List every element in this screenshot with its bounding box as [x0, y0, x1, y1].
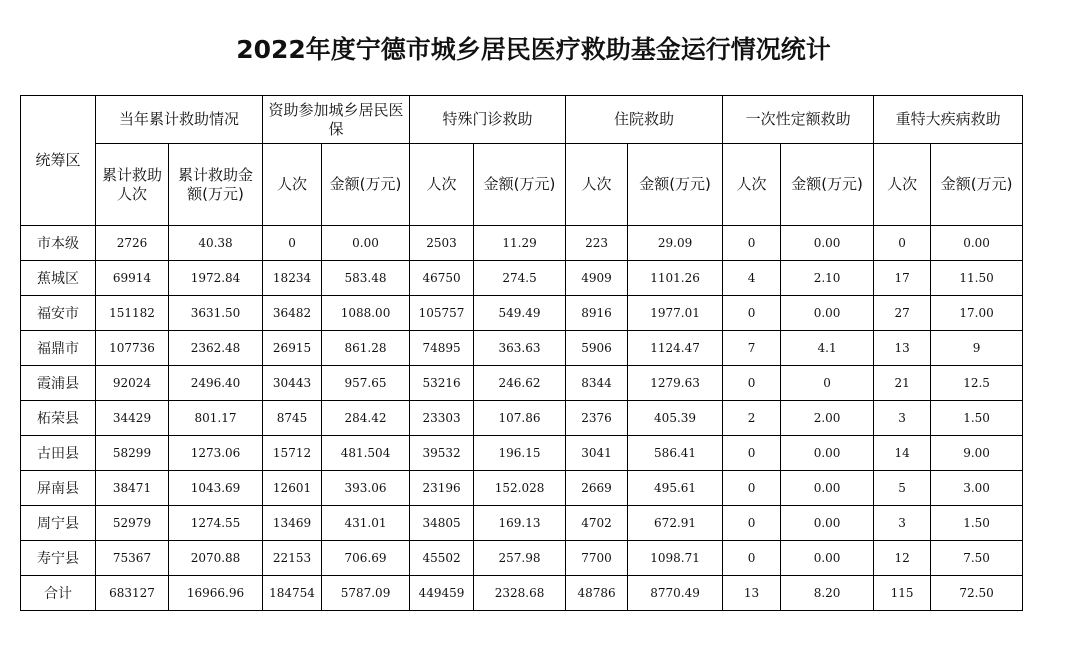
region-cell: 周宁县: [21, 506, 96, 541]
value-cell: 1043.69: [169, 471, 263, 506]
value-cell: 38471: [96, 471, 169, 506]
table-row: [21, 226, 1023, 261]
value-cell: 2726: [96, 226, 169, 261]
value-cell: 4909: [566, 261, 628, 296]
value-cell: 1098.71: [628, 541, 723, 576]
header-sub: 人次: [410, 144, 474, 226]
value-cell: 274.5: [474, 261, 566, 296]
value-cell: 1279.63: [628, 366, 723, 401]
value-cell: 8770.49: [628, 576, 723, 611]
header-sub: 人次: [874, 144, 931, 226]
value-cell: 801.17: [169, 401, 263, 436]
value-cell: 0: [723, 541, 781, 576]
table-row: [21, 506, 1023, 541]
header-sub: 金额(万元): [322, 144, 410, 226]
value-cell: 107736: [96, 331, 169, 366]
value-cell: 4.1: [781, 331, 874, 366]
region-cell: 蕉城区: [21, 261, 96, 296]
value-cell: 151182: [96, 296, 169, 331]
value-cell: 0: [263, 226, 322, 261]
value-cell: 0: [781, 366, 874, 401]
value-cell: 22153: [263, 541, 322, 576]
value-cell: 13: [723, 576, 781, 611]
header-sub: 累计救助人次: [96, 144, 169, 226]
value-cell: 2669: [566, 471, 628, 506]
value-cell: 8344: [566, 366, 628, 401]
value-cell: 18234: [263, 261, 322, 296]
value-cell: 8745: [263, 401, 322, 436]
statistics-table: [20, 95, 1023, 611]
value-cell: 17: [874, 261, 931, 296]
table-row: [21, 471, 1023, 506]
value-cell: 11.29: [474, 226, 566, 261]
table-row: [21, 366, 1023, 401]
header-group-lumpsum: 一次性定额救助: [723, 96, 874, 144]
value-cell: 7: [723, 331, 781, 366]
value-cell: 1101.26: [628, 261, 723, 296]
value-cell: 36482: [263, 296, 322, 331]
value-cell: 284.42: [322, 401, 410, 436]
value-cell: 1977.01: [628, 296, 723, 331]
header-region: 统筹区: [21, 96, 96, 226]
header-group-outpatient: 特殊门诊救助: [410, 96, 566, 144]
value-cell: 0.00: [781, 541, 874, 576]
value-cell: 0: [723, 226, 781, 261]
value-cell: 40.38: [169, 226, 263, 261]
value-cell: 2362.48: [169, 331, 263, 366]
value-cell: 92024: [96, 366, 169, 401]
value-cell: 1274.55: [169, 506, 263, 541]
value-cell: 405.39: [628, 401, 723, 436]
value-cell: 27: [874, 296, 931, 331]
value-cell: 23303: [410, 401, 474, 436]
value-cell: 69914: [96, 261, 169, 296]
value-cell: 23196: [410, 471, 474, 506]
region-cell: 福鼎市: [21, 331, 96, 366]
value-cell: 363.63: [474, 331, 566, 366]
value-cell: 0.00: [781, 226, 874, 261]
value-cell: 2070.88: [169, 541, 263, 576]
value-cell: 12: [874, 541, 931, 576]
header-sub: 金额(万元): [628, 144, 723, 226]
value-cell: 2.10: [781, 261, 874, 296]
value-cell: 683127: [96, 576, 169, 611]
value-cell: 8.20: [781, 576, 874, 611]
header-group-major-disease: 重特大疾病救助: [874, 96, 1023, 144]
value-cell: 48786: [566, 576, 628, 611]
value-cell: 34429: [96, 401, 169, 436]
value-cell: 9: [931, 331, 1023, 366]
header-group-insurance: 资助参加城乡居民医保: [263, 96, 410, 144]
value-cell: 0.00: [781, 506, 874, 541]
value-cell: 12.5: [931, 366, 1023, 401]
value-cell: 3631.50: [169, 296, 263, 331]
value-cell: 58299: [96, 436, 169, 471]
value-cell: 257.98: [474, 541, 566, 576]
value-cell: 34805: [410, 506, 474, 541]
value-cell: 3: [874, 506, 931, 541]
header-sub: 人次: [566, 144, 628, 226]
value-cell: 17.00: [931, 296, 1023, 331]
region-cell: 霞浦县: [21, 366, 96, 401]
region-cell: 柘荣县: [21, 401, 96, 436]
value-cell: 196.15: [474, 436, 566, 471]
value-cell: 115: [874, 576, 931, 611]
value-cell: 4: [723, 261, 781, 296]
value-cell: 0.00: [781, 296, 874, 331]
value-cell: 246.62: [474, 366, 566, 401]
value-cell: 30443: [263, 366, 322, 401]
value-cell: 4702: [566, 506, 628, 541]
value-cell: 583.48: [322, 261, 410, 296]
region-cell: 合计: [21, 576, 96, 611]
value-cell: 7700: [566, 541, 628, 576]
value-cell: 449459: [410, 576, 474, 611]
value-cell: 53216: [410, 366, 474, 401]
value-cell: 957.65: [322, 366, 410, 401]
value-cell: 2503: [410, 226, 474, 261]
value-cell: 0: [874, 226, 931, 261]
value-cell: 481.504: [322, 436, 410, 471]
value-cell: 2328.68: [474, 576, 566, 611]
value-cell: 16966.96: [169, 576, 263, 611]
value-cell: 46750: [410, 261, 474, 296]
value-cell: 5787.09: [322, 576, 410, 611]
value-cell: 3: [874, 401, 931, 436]
value-cell: 3.00: [931, 471, 1023, 506]
value-cell: 586.41: [628, 436, 723, 471]
value-cell: 7.50: [931, 541, 1023, 576]
value-cell: 672.91: [628, 506, 723, 541]
header-sub: 金额(万元): [474, 144, 566, 226]
value-cell: 1124.47: [628, 331, 723, 366]
value-cell: 72.50: [931, 576, 1023, 611]
value-cell: 223: [566, 226, 628, 261]
table-row: [21, 436, 1023, 471]
value-cell: 0.00: [781, 471, 874, 506]
page-title: 2022年度宁德市城乡居民医疗救助基金运行情况统计: [236, 35, 831, 64]
value-cell: 52979: [96, 506, 169, 541]
region-cell: 市本级: [21, 226, 96, 261]
value-cell: 1.50: [931, 506, 1023, 541]
header-group-total: 当年累计救助情况: [96, 96, 263, 144]
value-cell: 0.00: [931, 226, 1023, 261]
table-row: [21, 576, 1023, 611]
value-cell: 2.00: [781, 401, 874, 436]
value-cell: 0: [723, 366, 781, 401]
value-cell: 26915: [263, 331, 322, 366]
value-cell: 45502: [410, 541, 474, 576]
value-cell: 0.00: [322, 226, 410, 261]
table-row: [21, 401, 1023, 436]
region-cell: 古田县: [21, 436, 96, 471]
value-cell: 495.61: [628, 471, 723, 506]
header-sub: 累计救助金额(万元): [169, 144, 263, 226]
value-cell: 861.28: [322, 331, 410, 366]
region-cell: 福安市: [21, 296, 96, 331]
header-sub: 金额(万元): [781, 144, 874, 226]
value-cell: 3041: [566, 436, 628, 471]
value-cell: 0: [723, 436, 781, 471]
value-cell: 14: [874, 436, 931, 471]
value-cell: 184754: [263, 576, 322, 611]
table-row: [21, 541, 1023, 576]
value-cell: 13469: [263, 506, 322, 541]
value-cell: 169.13: [474, 506, 566, 541]
value-cell: 0: [723, 506, 781, 541]
value-cell: 5: [874, 471, 931, 506]
value-cell: 75367: [96, 541, 169, 576]
value-cell: 29.09: [628, 226, 723, 261]
value-cell: 2: [723, 401, 781, 436]
value-cell: 706.69: [322, 541, 410, 576]
value-cell: 15712: [263, 436, 322, 471]
value-cell: 11.50: [931, 261, 1023, 296]
header-sub: 人次: [723, 144, 781, 226]
value-cell: 105757: [410, 296, 474, 331]
value-cell: 1088.00: [322, 296, 410, 331]
value-cell: 74895: [410, 331, 474, 366]
header-group-inpatient: 住院救助: [566, 96, 723, 144]
value-cell: 8916: [566, 296, 628, 331]
header-sub: 金额(万元): [931, 144, 1023, 226]
value-cell: 1273.06: [169, 436, 263, 471]
table-row: [21, 261, 1023, 296]
value-cell: 431.01: [322, 506, 410, 541]
value-cell: 12601: [263, 471, 322, 506]
value-cell: 13: [874, 331, 931, 366]
value-cell: 0.00: [781, 436, 874, 471]
value-cell: 107.86: [474, 401, 566, 436]
value-cell: 5906: [566, 331, 628, 366]
value-cell: 9.00: [931, 436, 1023, 471]
region-cell: 屏南县: [21, 471, 96, 506]
value-cell: 1.50: [931, 401, 1023, 436]
value-cell: 2376: [566, 401, 628, 436]
value-cell: 1972.84: [169, 261, 263, 296]
header-sub: 人次: [263, 144, 322, 226]
value-cell: 0: [723, 471, 781, 506]
value-cell: 549.49: [474, 296, 566, 331]
value-cell: 21: [874, 366, 931, 401]
value-cell: 0: [723, 296, 781, 331]
table-row: [21, 296, 1023, 331]
table-row: [21, 331, 1023, 366]
value-cell: 2496.40: [169, 366, 263, 401]
value-cell: 39532: [410, 436, 474, 471]
region-cell: 寿宁县: [21, 541, 96, 576]
value-cell: 152.028: [474, 471, 566, 506]
value-cell: 393.06: [322, 471, 410, 506]
